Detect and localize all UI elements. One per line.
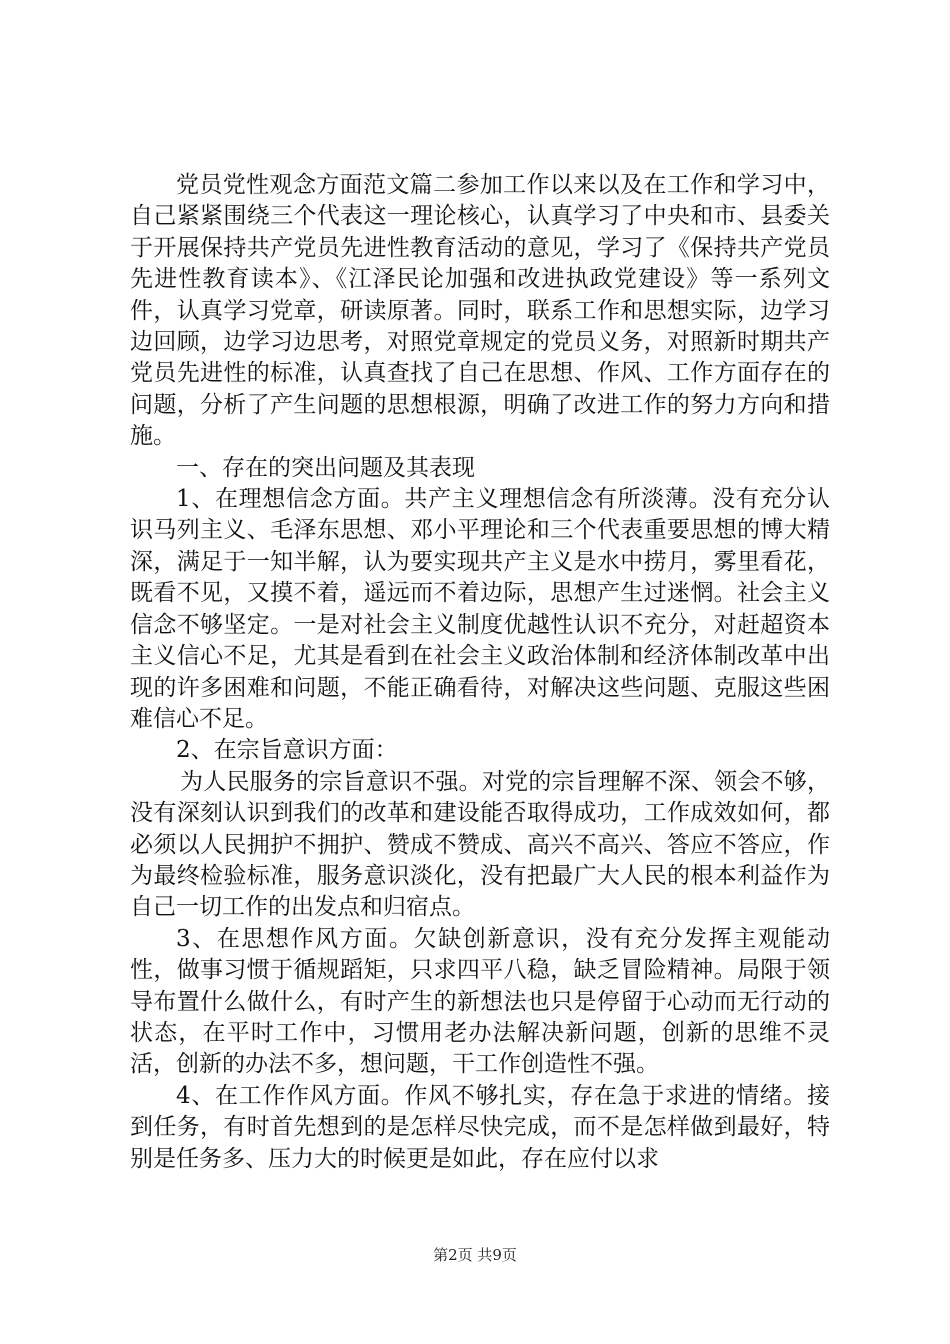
paragraph-purpose-heading: 2、在宗旨意识方面： [176,737,398,764]
document-body [130,170,830,1175]
paragraph-intro: 党员党性观念方面范文篇二参加工作以来以及在工作和学习中，自己紧紧围绕三个代表这一理论核心，认真学习了中央和市、县委关于开展保持共产党员先进性教育活动的意见，学习了《保持共产党员先进性教育读本》、《江泽民论加强和改进执政党建设》等一系列文件，认真学习党章，研读原著。同时，联系工作和思想实际，边学习边回顾，边学习边思考，对照党章规定的党员义务，对照新时期共产党员先进性的标准，认真查找了自己在思想、作风、工作方面存在的问题，分析了产生问题的思想根源，明确了改进工作的努力方向和措施。 [130,172,830,450]
page-footer: 第2页 共9页 [433,1246,517,1264]
paragraph-work-style: 4、在工作作风方面。作风不够扎实，存在急于求进的情绪。接到任务，有时首先想到的是怎样尽快完成，而不是怎样做到最好，特别是任务多、压力大的时候更是如此，存在应付以求 [130,1082,830,1172]
paragraph-ideological-style: 3、在思想作风方面。欠缺创新意识，没有充分发挥主观能动性，做事习惯于循规蹈矩，只求四平八稳，缺乏冒险精神。局限于领导布置什么做什么，有时产生的新想法也只是停留于心动而无行动的状态，在平时工作中，习惯用老办法解决新问题，创新的思维不灵活，创新的办法不多，想问题，干工作创造性不强。 [130,925,830,1078]
paragraph-purpose-awareness: 为人民服务的宗旨意识不强。对党的宗旨理解不深、领会不够，没有深刻认识到我们的改革和建设能否取得成功，工作成效如何，都必须以人民拥护不拥护、赞成不赞成、高兴不高兴、答应不答应，作为最终检验标准，服务意识淡化，没有把最广大人民的根本利益作为自己一切工作的出发点和归宿点。 [130,768,830,921]
section-heading-issues: 一、存在的突出问题及其表现 [176,454,475,481]
paragraph-ideals-beliefs: 1、在理想信念方面。共产主义理想信念有所淡薄。没有充分认识马列主义、毛泽东思想、邓小平理论和三个代表重要思想的博大精深，满足于一知半解，认为要实现共产主义是水中捞月，雾里看花，既看不见，又摸不着，遥远而不着边际，思想产生过迷惘。社会主义信念不够坚定。一是对社会主义制度优越性认识不充分，对赶超资本主义信心不足，尤其是看到在社会主义政治体制和经济体制改革中出现的许多困难和问题，不能正确看待，对解决这些问题、克服这些困难信心不足。 [130,486,830,732]
